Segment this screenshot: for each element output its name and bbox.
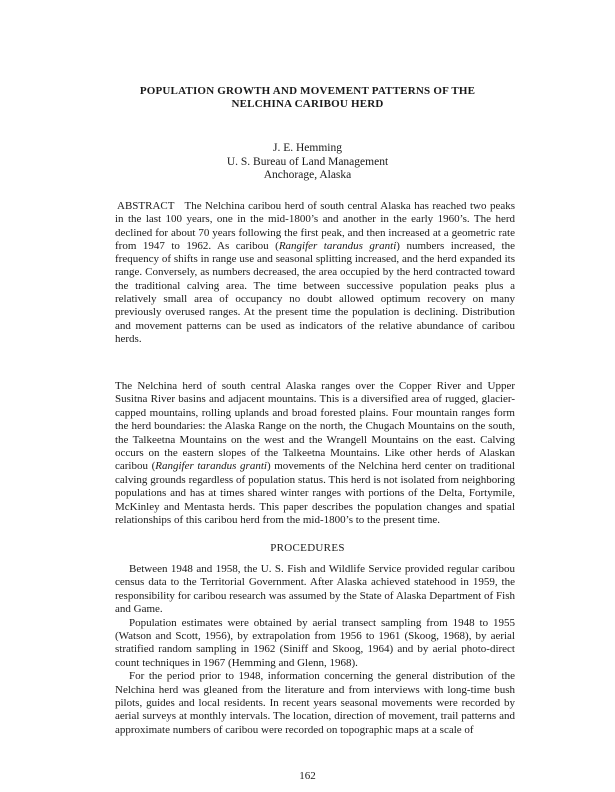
- procedures-paragraph-1: Between 1948 and 1958, the U. S. Fish and Wildlife Service provided regular caribou census data to the Territorial Government. After Alaska achieved statehood in 1959, the responsibility for caribou research was assumed by the State of Alaska Department of Fish and Game.: [115, 563, 515, 616]
- procedures-paragraph-3: For the period prior to 1948, information concerning the general distribution of the Nelchina herd was gleaned from the literature and from interviews with long-time bush pilots, guides and local residents. In recent years seasonal movements were recorded by aerial surveys at monthly intervals. The location, direction of movement, trail patterns and approximate numbers of caribou were recorded on topographic maps at a scale of: [115, 670, 515, 736]
- procedures-body: [115, 563, 515, 737]
- author-name: J. E. Hemming: [273, 142, 342, 154]
- intro-paragraph: [115, 380, 515, 527]
- author-affiliation: U. S. Bureau of Land Management: [226, 155, 389, 168]
- abstract-text-b: ) numbers increased, the frequency of shifts in range use and seasonal splitting increased, and the herd expanded its range. Conversely, as numbers decreased, the area occupied by the herd contracted toward the traditional calving area. The time between successive population peaks plus a relatively small area of occupancy no doubt allowed optimum recovery on many previously overused ranges. At the present time the population is declining. Distribution and movement patterns can be used as indicators of the relative abundance of caribou herds.: [115, 239, 515, 345]
- intro-text-b: ) movements of the Nelchina herd center on traditional calving grounds regardless of population status. This herd is not isolated from neighboring populations and has at times shared winter ranges with portions of the Delta, Fortymile, McKinley and Mentasta herds. This paper describes the population changes and spatial relationships of this caribou herd from the mid-1800’s to the present time.: [115, 460, 515, 527]
- page-number: 162: [299, 770, 316, 782]
- section-heading-procedures: PROCEDURES: [270, 542, 345, 554]
- intro-text-a: The Nelchina herd of south central Alaska ranges over the Copper River and Upper Susitna River basins and adjacent mountains. This is a diversified area of rugged, glacier-capped mountains, rolling uplands and broad forested plains. Four mountain ranges form the herd boundaries: the Alaska Range on the north, the Chugach Mountains on the south, the Talkeetna Mountains on the west and the Wrangell Mountains on the east. Calving occurs on the eastern slopes of the Talkeetna Mountains. Like other herds of Alaskan caribou (: [115, 380, 515, 473]
- intro-species: Rangifer tarandus granti: [155, 460, 267, 473]
- title-line-1: POPULATION GROWTH AND MOVEMENT PATTERNS OF THE: [139, 85, 476, 97]
- abstract: [115, 200, 515, 346]
- author-block: [100, 142, 515, 183]
- abstract-label: ABSTRACT: [117, 200, 175, 212]
- abstract-species: Rangifer tarandus granti: [278, 239, 397, 252]
- procedures-paragraph-2: Population estimates were obtained by aerial transect sampling from 1948 to 1955 (Watson and Scott, 1956), by extrapolation from 1956 to 1961 (Skoog, 1968), by aerial stratified random sampling in 1962 (Siniff and Skoog, 1964) and by aerial photo-direct count techniques in 1967 (Hemming and Glenn, 1968).: [115, 616, 515, 669]
- paper-title: [100, 85, 515, 111]
- title-line-2: NELCHINA CARIBOU HERD: [231, 98, 384, 110]
- abstract-text-a: The Nelchina caribou herd of south central Alaska has reached two peaks in the last 100 years, one in the mid-1800’s and another in the early 1960’s. The herd declined for about 70 years following the first peak, and then increased at a geometric rate from 1947 to 1962. As caribou (: [115, 200, 515, 252]
- author-location: Anchorage, Alaska: [263, 169, 352, 181]
